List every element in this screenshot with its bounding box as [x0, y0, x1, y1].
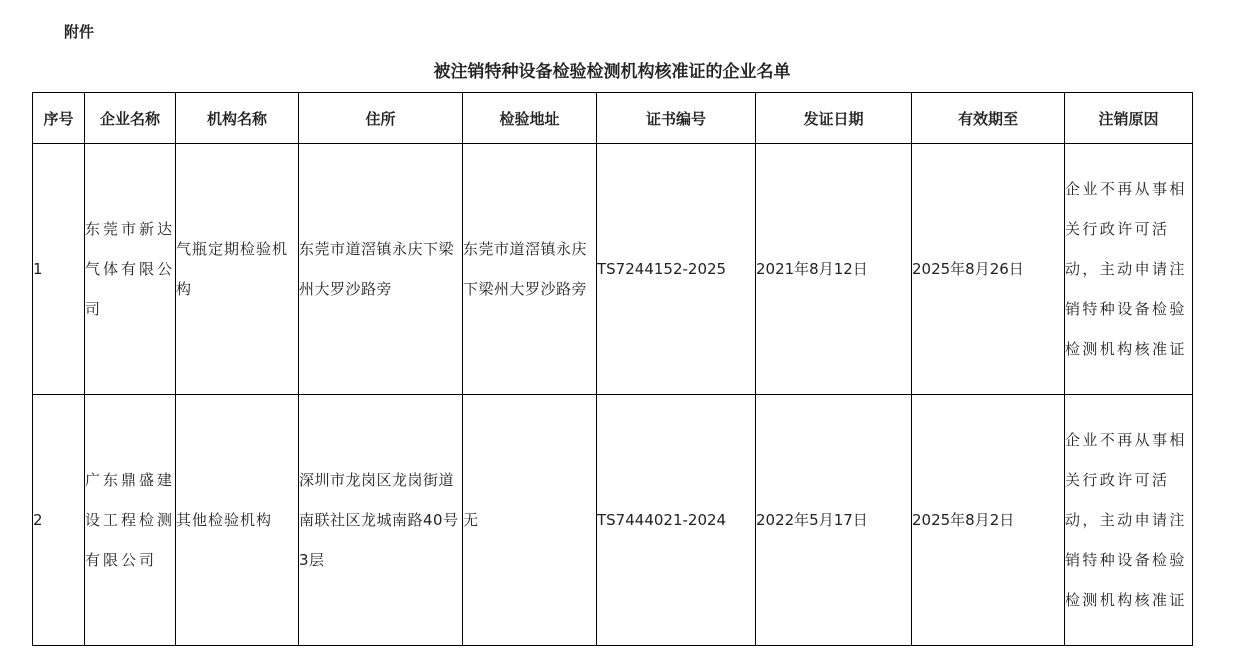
header-inspection-address: 检验地址	[463, 93, 597, 144]
cell-issue-date: 2021年8月12日	[756, 144, 912, 395]
cell-no: 1	[33, 144, 85, 395]
cell-valid-until: 2025年8月26日	[912, 144, 1065, 395]
cell-inspection-address: 东莞市道滘镇永庆下梁州大罗沙路旁	[463, 144, 597, 395]
header-reason: 注销原因	[1065, 93, 1193, 144]
cell-address: 东莞市道滘镇永庆下梁州大罗沙路旁	[299, 144, 463, 395]
cell-company: 东莞市新达气体有限公司	[85, 144, 176, 395]
cell-address: 深圳市龙岗区龙岗街道南联社区龙城南路40号3层	[299, 395, 463, 646]
deregistered-companies-table	[32, 92, 1193, 646]
cell-institution: 其他检验机构	[176, 395, 299, 646]
cell-valid-until: 2025年8月2日	[912, 395, 1065, 646]
document-title: 被注销特种设备检验检测机构核准证的企业名单	[433, 62, 791, 82]
cell-company: 广东鼎盛建设工程检测有限公司	[85, 395, 176, 646]
table-row	[33, 395, 1193, 646]
cell-cert-no: TS7444021-2024	[597, 395, 756, 646]
cell-reason: 企业不再从事相关行政许可活动，主动申请注销特种设备检验检测机构核准证	[1065, 144, 1193, 395]
header-no: 序号	[33, 93, 85, 144]
header-company: 企业名称	[85, 93, 176, 144]
cell-cert-no: TS7244152-2025	[597, 144, 756, 395]
attachment-label: 附件	[64, 23, 95, 41]
header-valid-until: 有效期至	[912, 93, 1065, 144]
cell-institution: 气瓶定期检验机构	[176, 144, 299, 395]
cell-no: 2	[33, 395, 85, 646]
cell-inspection-address: 无	[463, 395, 597, 646]
header-issue-date: 发证日期	[756, 93, 912, 144]
header-address: 住所	[299, 93, 463, 144]
cell-reason: 企业不再从事相关行政许可活动，主动申请注销特种设备检验检测机构核准证	[1065, 395, 1193, 646]
header-institution: 机构名称	[176, 93, 299, 144]
table-row	[33, 144, 1193, 395]
header-cert-no: 证书编号	[597, 93, 756, 144]
cell-issue-date: 2022年5月17日	[756, 395, 912, 646]
table-header-row	[33, 93, 1193, 144]
